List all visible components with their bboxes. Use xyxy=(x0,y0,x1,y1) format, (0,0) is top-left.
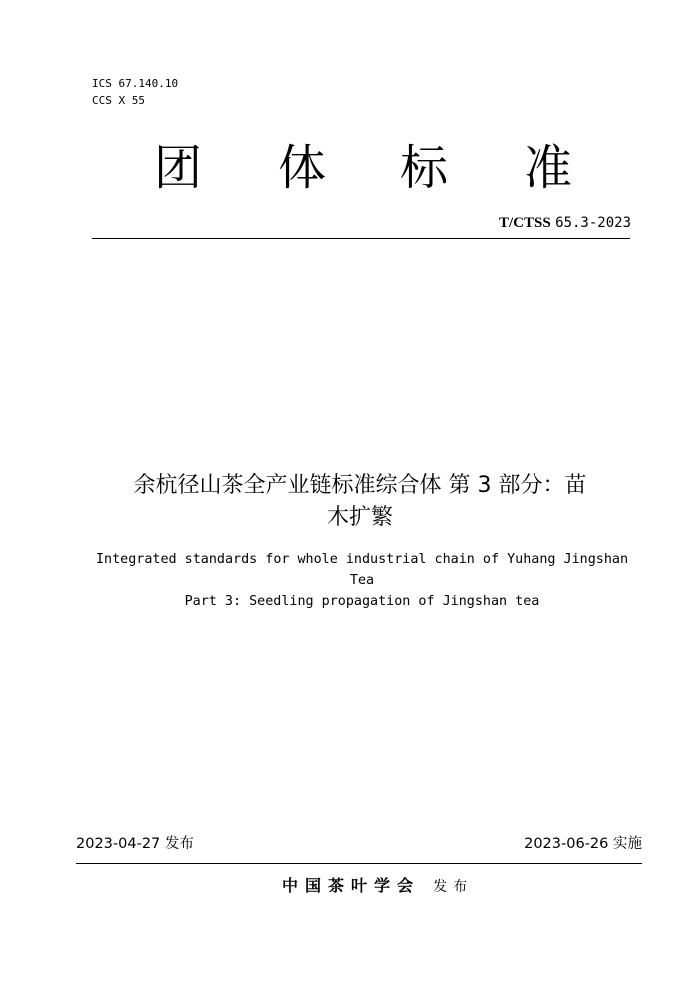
ccs-code: CCS X 55 xyxy=(92,94,145,107)
classification-codes xyxy=(92,75,178,109)
standard-number-prefix: T/CTSS xyxy=(498,215,551,231)
ics-code: ICS 67.140.10 xyxy=(92,77,179,90)
document-type-char: 标 xyxy=(399,140,448,196)
publisher-name: 中国茶叶学会 xyxy=(282,876,421,895)
english-title-line-2: Tea xyxy=(349,573,375,588)
chinese-title xyxy=(80,470,640,534)
publisher-action: 发布 xyxy=(433,879,474,895)
english-title-line-1: Integrated standards for whole industrial chain of Yuhang Jingshan xyxy=(95,552,629,567)
document-type-char: 准 xyxy=(523,140,572,196)
top-divider xyxy=(92,238,630,239)
english-title xyxy=(70,549,654,612)
bottom-divider xyxy=(76,863,642,864)
standard-number-value: 65.3-2023 xyxy=(555,215,631,231)
issue-date: 2023-04-27 发布 xyxy=(76,836,194,852)
publisher xyxy=(282,875,473,898)
chinese-title-line-2: 木扩繁 xyxy=(326,505,393,530)
document-type-char: 团 xyxy=(153,140,202,196)
chinese-title-line-1: 余杭径山茶全产业链标准综合体 第 3 部分：苗 xyxy=(133,473,587,498)
document-type-title xyxy=(0,138,700,198)
english-title-line-3: Part 3: Seedling propagation of Jingshan tea xyxy=(184,594,540,609)
document-type-char: 体 xyxy=(277,140,326,196)
standard-number xyxy=(499,214,631,232)
implementation-date: 2023-06-26 实施 xyxy=(524,836,642,852)
